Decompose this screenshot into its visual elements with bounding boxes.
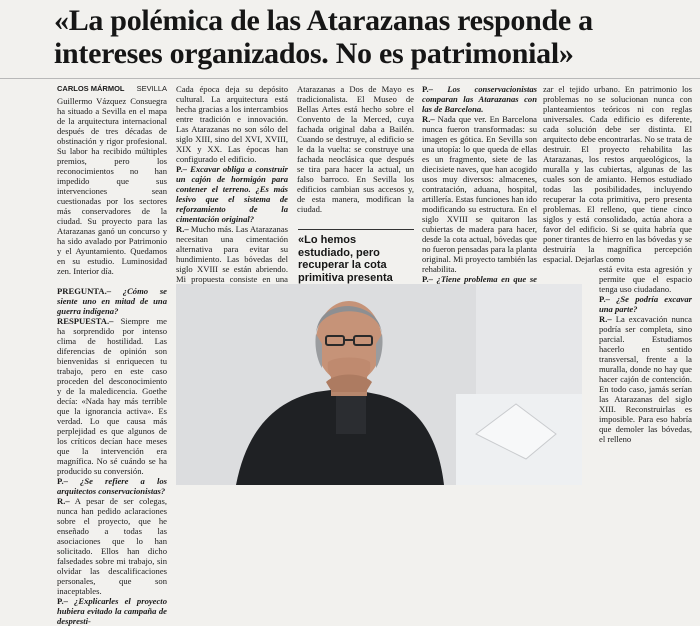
question-text: ¿Se podría excavar una parte? xyxy=(599,294,692,314)
question-text: ¿Se refiere a los arquitectos conservacionistas? xyxy=(57,476,167,496)
intro-paragraph: Guillermo Vázquez Consuegra ha situado a Sevilla en el mapa de la arquitectura internacional después de tres décadas de obstinación y rigor profesional. Su labor ha recibido múltiples premios, pero los reconocimientos no han impedido que sus intervenciones sean cuestionadas por los sectores más conservadores de la ciudad. Su proyecto para las Atarazanas ganó un concurso y ha sido avalado por Patrimonio y el Ayuntamiento. Quedamos en su estudio. Luminosidad zen. Interior día. xyxy=(57,96,167,276)
answer-label: R.– xyxy=(422,114,435,124)
body-paragraph: zar el tejido urbano. En patrimonio los problemas no se solucionan nunca con planteamientos teóricos ni con reglas universales. Cada edificio es diferente, cada solución debe ser distinta. El arquitecto debe encontrarlas. No se trata de destruir. El proyecto rehabilita las Atarazanas, los restos arqueológicos, la muralla y las cubiertas, algunas de las cuales son de amianto. Hemos estudiado todas las posibilidades, incluyendo recuperar la cota primitiva, pero presenta problemas. El relleno, que tiene cinco siglos y está consolidado, actúa ahora a favor del edificio. Si se quita habría que poner tirantes de hierro en las bóvedas y se destruiría la magnífica percepción espacial. Dejarlas como xyxy=(543,84,692,264)
column-5 xyxy=(543,84,692,264)
column-5-lower xyxy=(599,264,692,485)
column-2 xyxy=(176,84,288,284)
answer-paragraph xyxy=(57,316,167,476)
question-text: Los conservacionistas comparan las Atarazanas con las de Barcelona. xyxy=(422,84,537,114)
interview-photo xyxy=(176,284,582,485)
answer-label: R.– xyxy=(57,496,70,506)
headline: «La polémica de las Atarazanas responde a intereses organizados. No es patrimonial» xyxy=(54,4,593,70)
answer-label: RESPUESTA.– xyxy=(57,316,114,326)
question-text: Excavar obliga a construir un cajón de hormigón para contener el terreno. ¿Es más lesivo que el sistema de reforzamiento de la cimentación original? xyxy=(176,164,288,224)
answer-label: R.– xyxy=(599,314,612,324)
answer-label: R.– xyxy=(176,224,189,234)
question-label: P.– xyxy=(422,274,433,284)
question-label: P.– xyxy=(599,294,610,304)
byline-city: SEVILLA xyxy=(136,84,167,93)
column-1 xyxy=(57,84,167,626)
answer-text: Nada que ver. En Barcelona nunca fueron transformadas: su imagen es gótica. En Sevilla son una utopía: lo que queda de ellas es un fragmento, siete de las diecisiete naves, que han acogido usos muy diversos: almacenes, contratación, aduana, hospital, artillería. Estas funciones han ido modificando su estructura. En el siglo XVIII se quitaron las cubiertas de madera para hacer, desde la cota actual, bóvedas que no fueron pensadas para la planta original. Mi proyecto también las rehabilita. xyxy=(422,114,537,274)
byline-author: CARLOS MÁRMOL xyxy=(57,84,125,93)
question-paragraph xyxy=(57,476,167,496)
answer-paragraph xyxy=(422,114,537,274)
answer-text: La excavación nunca podría ser completa, sino parcial. Estudiamos hacerlo en sentido transversal, frente a la muralla, donde no hay que hacer cajón de contención. En todo caso, jamás serían las Atarazanas del siglo XIII. Reconstruirlas es imposible. Para eso habría que demoler las bóvedas, el relleno xyxy=(599,314,693,444)
body-paragraph: Cada época deja su depósito cultural. La arquitectura está hecha gracias a los intercambios entre tradición e innovación. Las Atarazanas no son sólo del siglo XIII, sino del XVI, XVIII, XIX y XX. Las épocas han configurado el edificio. xyxy=(176,84,288,164)
header-rule xyxy=(0,78,700,79)
answer-paragraph xyxy=(57,496,167,596)
answer-text: Siempre me ha sorprendido por intenso clima de hostilidad. Las diferencias de opinión son bienvenidas si enriquecen tu trabajo, pero en este caso proceden del desconocimiento y de la maledicencia. Goethe decía: «Nada hay más terrible que la ignorancia activa». Es verdad. Lo que causa más perplejidad es que algunos de los críticos decían hace meses que la intervención era magnífica. No sé cuándo se ha producido su conversión. xyxy=(57,316,167,476)
byline xyxy=(57,84,167,94)
body-paragraph: Atarazanas a Dos de Mayo es tradicionalista. El Museo de Bellas Artes está hecho sobre el Convento de la Merced, cuya fachada original daba a Bailén. Cuando se destruye, al edificio se le da la vuelta: se construye una fachada neoclásica que después se tira para hacer la actual, un falso barroco. En Sevilla los edificios cambian sus accesos y, de esta manera, modifican la ciudad. xyxy=(297,84,414,214)
question-paragraph xyxy=(176,164,288,224)
question-paragraph xyxy=(57,286,167,316)
question-text: ¿Cómo se siente uno en mitad de una guerra indígena? xyxy=(57,286,167,316)
question-paragraph xyxy=(422,84,537,114)
question-label: PREGUNTA.– xyxy=(57,286,112,296)
question-paragraph xyxy=(599,294,692,314)
answer-paragraph xyxy=(599,314,692,444)
column-3 xyxy=(297,84,414,214)
question-label: P.– xyxy=(57,476,68,486)
answer-text: Mucho más. Las Atarazanas necesitan una cimentación alternativa para evitar su hundimiento. Las bóvedas del siglo XVIII se están abriendo. Mi propuesta consiste en una xyxy=(176,224,288,284)
question-label: P.– xyxy=(422,84,433,94)
pull-quote: «Lo hemos estudiado, pero recuperar la cota primitiva presenta xyxy=(298,229,414,297)
question-text: ¿Explicarles el proyecto hubiera evitado la campaña de despresti- xyxy=(57,596,167,626)
question-label: P.– xyxy=(176,164,187,174)
answer-text: A pesar de ser colegas, nunca han pedido aclaraciones sobre el proyecto, que he enseñado a todas las asociaciones que lo han solicitado. Ellos han dicho falsedades sobre mi trabajo, sin olvidar las descalificaciones personales, que son inaceptables. xyxy=(57,496,167,596)
question-text: ¿Tiene problema en que se xyxy=(436,274,537,284)
question-label: P.– xyxy=(57,596,68,606)
question-paragraph xyxy=(57,596,167,626)
body-paragraph: está evita esta agresión y permite que el espacio tenga uso ciudadano. xyxy=(599,264,692,294)
